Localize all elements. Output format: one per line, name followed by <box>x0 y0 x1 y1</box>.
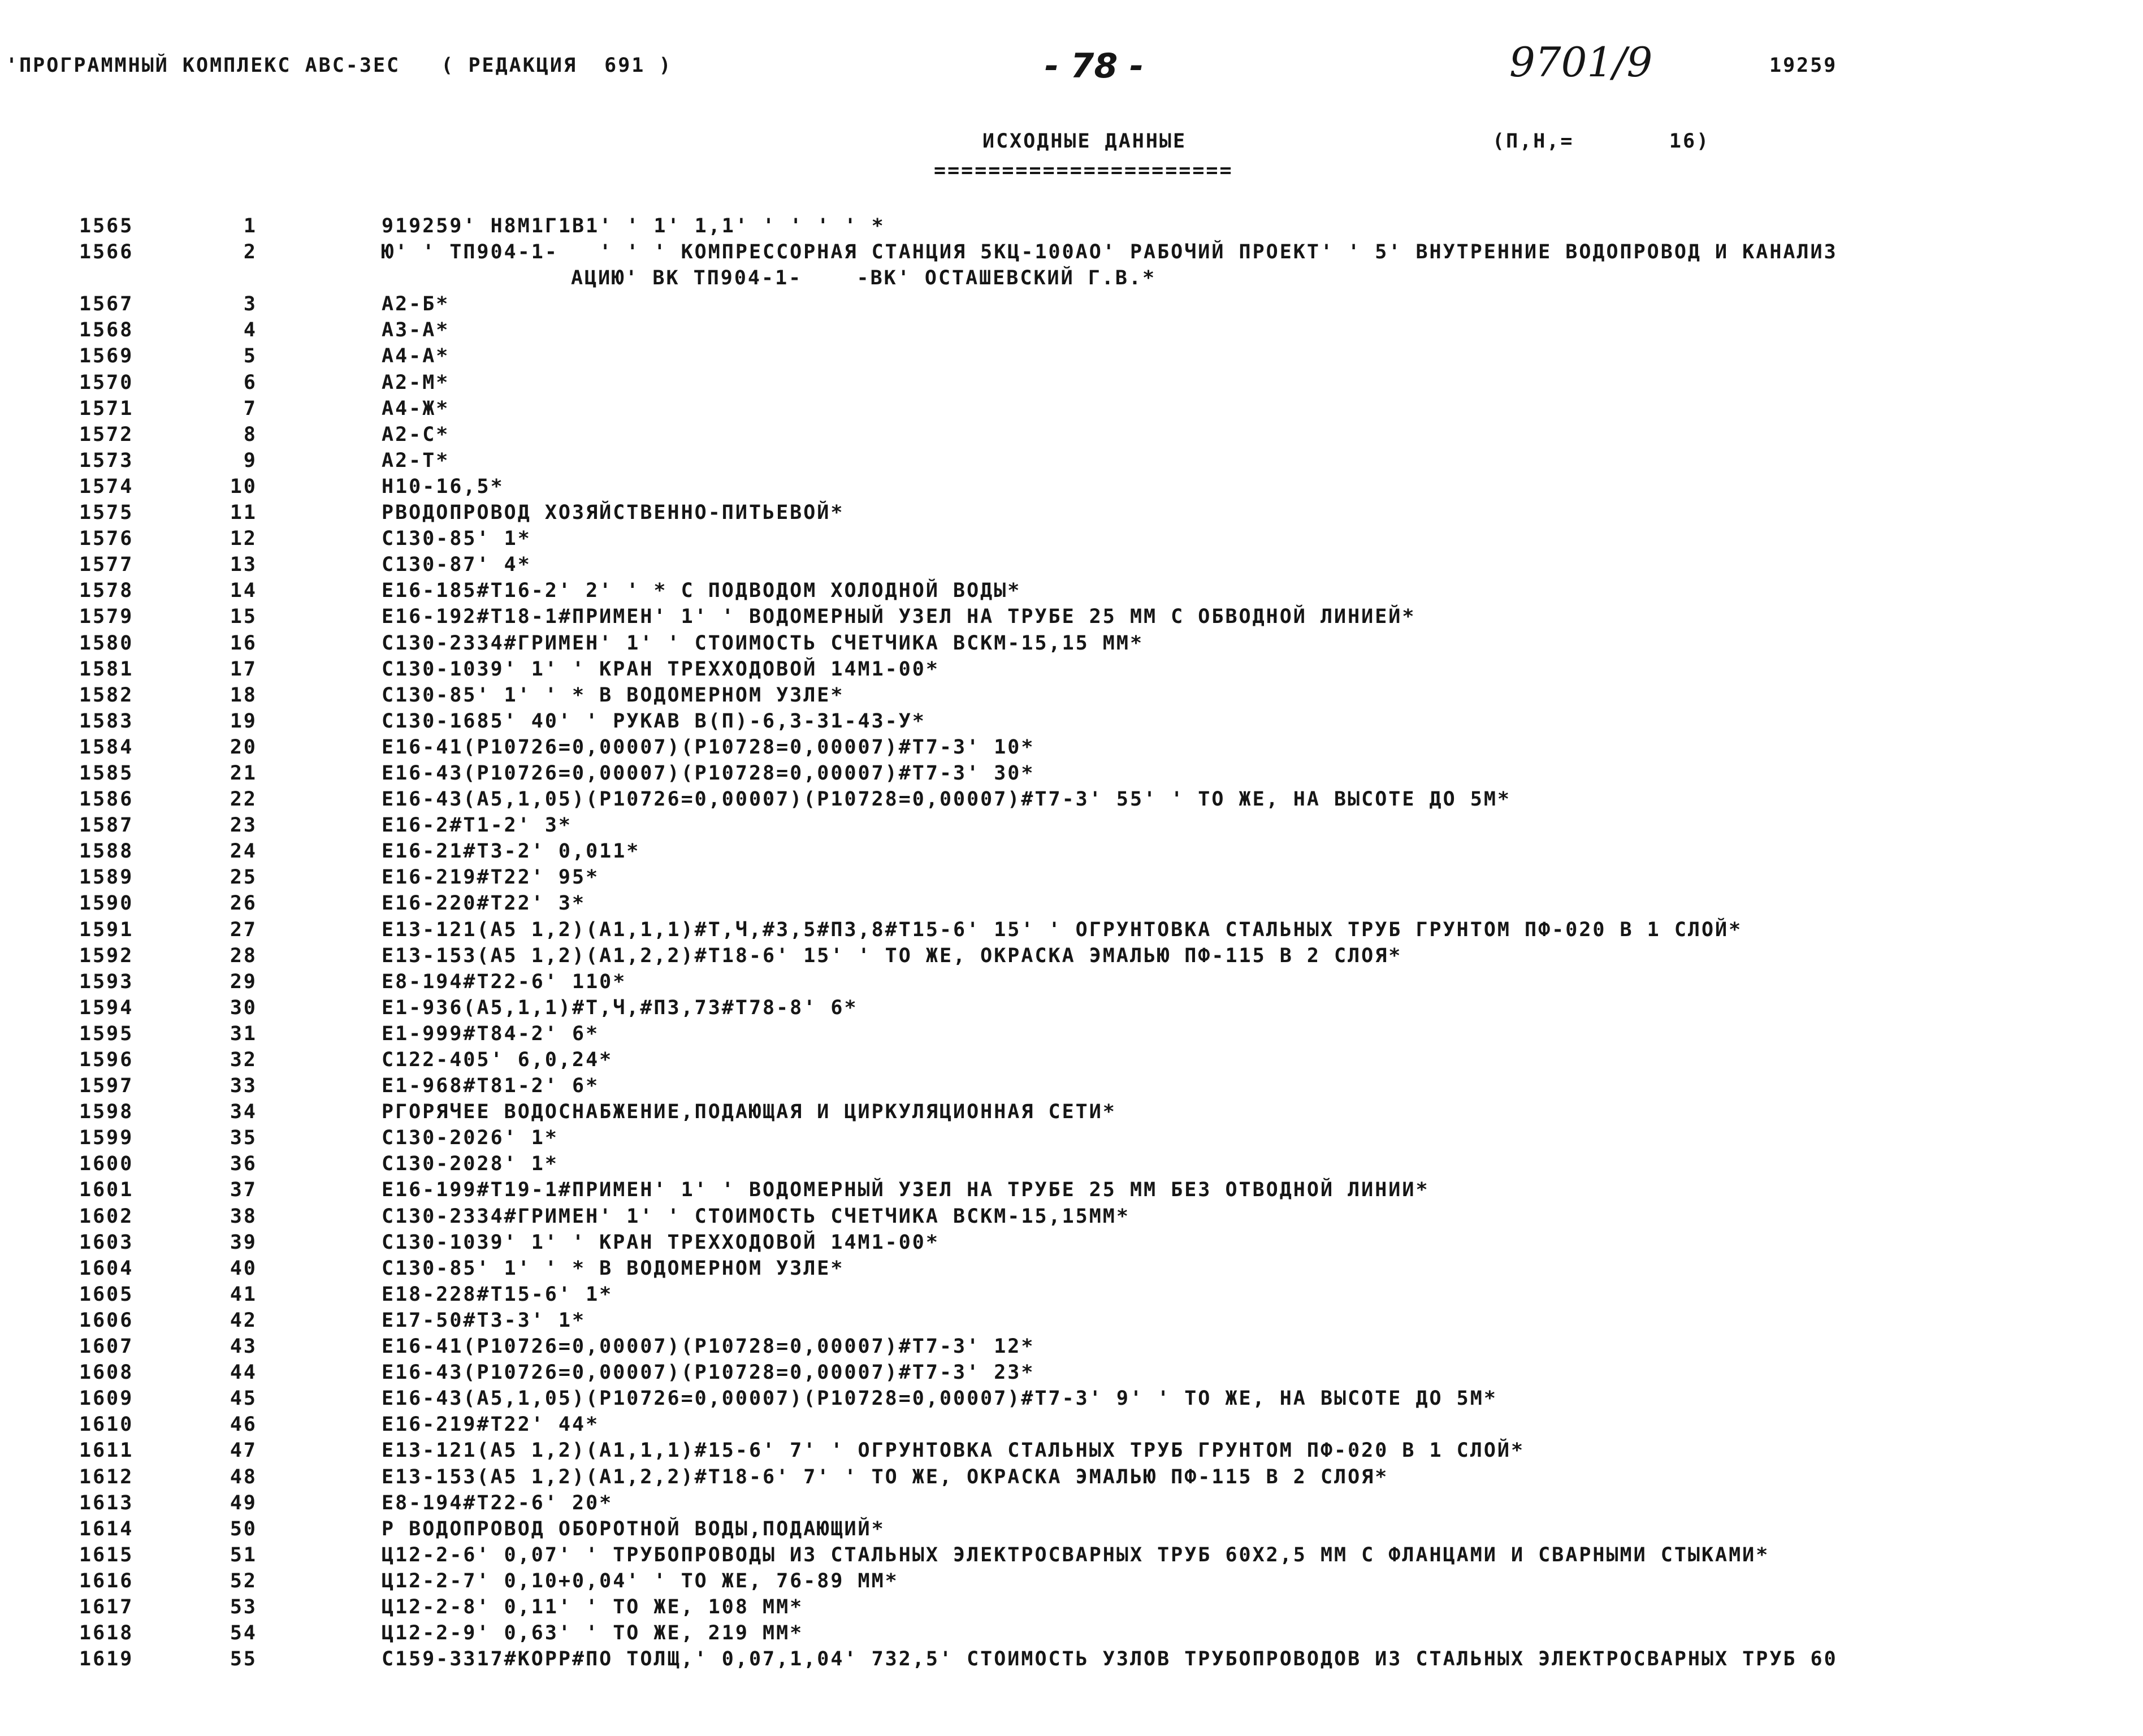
record-text: С130-85' 1' ' * В ВОДОМЕРНОМ УЗЛЕ* <box>382 1257 845 1280</box>
program-header: 'ПРОГРАММНЫЙ КОМПЛЕКС АВС-ЗЕС ( РЕДАКЦИЯ 691 ) <box>6 54 673 77</box>
sequence-number: 1576 <box>79 527 134 551</box>
sequence-number: 1601 <box>79 1179 134 1202</box>
record-index: 16 <box>230 631 257 655</box>
sequence-number: 1600 <box>79 1153 134 1176</box>
section-title: ИСХОДНЫЕ ДАННЫЕ <box>982 130 1187 153</box>
record-text: Е16-21#Т3-2' 0,011* <box>382 840 640 863</box>
sequence-number: 1608 <box>79 1361 134 1384</box>
sequence-number: 1606 <box>79 1309 134 1332</box>
sequence-number: 1587 <box>79 814 134 837</box>
record-index: 34 <box>230 1101 257 1124</box>
sequence-number: 1619 <box>79 1648 134 1671</box>
sequence-number: 1614 <box>79 1517 134 1540</box>
record-text: С130-1685' 40' ' РУКАВ В(П)-6,3-31-43-У* <box>382 709 926 733</box>
record-text: Е13-121(А5 1,2)(А1,1,1)#Т,Ч,#3,5#П3,8#Т15-6' 15' ' ОГРУНТОВКА СТАЛЬНЫХ ТРУБ ГРУНТОМ ПФ-020 В 1 СЛОЙ* <box>382 918 1743 941</box>
record-text: 919259' Н8М1Г1В1' ' 1' 1,1' ' ' ' ' * <box>382 215 885 237</box>
record-index: 54 <box>230 1622 257 1645</box>
record-index: 50 <box>230 1517 257 1540</box>
sequence-number: 1571 <box>79 397 134 420</box>
record-index: 48 <box>230 1465 257 1488</box>
record-text: С130-2028' 1* <box>382 1153 559 1176</box>
record-index: 12 <box>230 527 257 551</box>
record-index: 37 <box>230 1179 257 1202</box>
record-index: 19 <box>230 709 257 733</box>
record-text: А3-А* <box>382 319 450 342</box>
record-index: 46 <box>230 1413 257 1436</box>
record-text: А2-Б* <box>382 293 450 316</box>
record-index: 49 <box>230 1491 257 1514</box>
record-index: 41 <box>230 1283 257 1306</box>
sequence-number: 1607 <box>79 1335 134 1358</box>
record-index: 30 <box>230 996 257 1019</box>
record-index: 31 <box>230 1022 257 1045</box>
sequence-number: 1579 <box>79 605 134 629</box>
record-index: 51 <box>230 1543 257 1566</box>
record-text: Е8-194#Т22-6' 110* <box>382 970 627 993</box>
record-text: Е17-50#Т3-3' 1* <box>382 1309 586 1332</box>
record-index: 44 <box>230 1361 257 1384</box>
record-index: 13 <box>230 553 257 577</box>
record-text: Р ВОДОПРОВОД ОБОРОТНОЙ ВОДЫ,ПОДАЮЩИЙ* <box>382 1517 885 1540</box>
section-params: (П,Н,= 16) <box>1492 130 1711 153</box>
record-text: Е16-220#Т22' 3* <box>382 892 586 915</box>
record-text: Ц12-2-6' 0,07' ' ТРУБОПРОВОДЫ ИЗ СТАЛЬНЫХ ЭЛЕКТРОСВАРНЫХ ТРУБ 60Х2,5 ММ С ФЛАНЦАМИ И СВАРНЫМИ СТЫКАМИ* <box>382 1543 1770 1566</box>
record-text: А2-М* <box>382 371 450 394</box>
sequence-number: 1605 <box>79 1283 134 1306</box>
record-index: 28 <box>230 944 257 967</box>
sequence-number: 1588 <box>79 840 134 863</box>
record-text: Е1-968#Т81-2' 6* <box>382 1075 600 1098</box>
record-text: Е16-43(А5,1,05)(Р10726=0,00007)(Р10728=0,00007)#Т7-3' 9' ' ТО ЖЕ, НА ВЫСОТЕ ДО 5М* <box>382 1387 1497 1410</box>
record-index: 29 <box>230 970 257 993</box>
record-text: Е16-2#Т1-2' 3* <box>382 814 573 837</box>
record-text: Е1-936(А5,1,1)#Т,Ч,#П3,73#Т78-8' 6* <box>382 996 858 1019</box>
record-index: 15 <box>230 605 257 629</box>
record-text: А2-Т* <box>382 449 450 472</box>
sequence-number: 1602 <box>79 1205 134 1228</box>
sequence-number: 1617 <box>79 1595 134 1618</box>
record-text: А2-С* <box>382 423 450 446</box>
sequence-number: 1575 <box>79 501 134 525</box>
record-text: Е16-43(Р10726=0,00007)(Р10728=0,00007)#Т7-3' 23* <box>382 1361 1035 1384</box>
record-text: Е16-219#Т22' 95* <box>382 866 600 889</box>
record-text: С130-2334#ГРИМЕН' 1' ' СТОИМОСТЬ СЧЕТЧИКА ВСКМ-15,15ММ* <box>382 1205 1130 1228</box>
sequence-number: 1596 <box>79 1049 134 1071</box>
record-index: 10 <box>230 475 257 498</box>
sequence-number: 1616 <box>79 1569 134 1592</box>
record-index: 32 <box>230 1049 257 1071</box>
record-index: 18 <box>230 683 257 707</box>
sequence-number: 1592 <box>79 944 134 967</box>
record-index: 55 <box>230 1648 257 1671</box>
record-text: С159-3317#КОРР#ПО ТОЛЩ,' 0,07,1,04' 732,5' СТОИМОСТЬ УЗЛОВ ТРУБОПРОВОДОВ ИЗ СТАЛЬНЫХ ЭЛЕКТРОСВАРНЫХ ТРУБ 60 <box>382 1648 1838 1671</box>
sequence-number: 1584 <box>79 735 134 759</box>
record-text: Е16-199#Т19-1#ПРИМЕН' 1' ' ВОДОМЕРНЫЙ УЗЕЛ НА ТРУБЕ 25 ММ БЕЗ ОТВОДНОЙ ЛИНИИ* <box>382 1179 1430 1202</box>
record-text: Е8-194#Т22-6' 20* <box>382 1491 613 1514</box>
sequence-number: 1574 <box>79 475 134 498</box>
record-index: 27 <box>230 918 257 941</box>
sequence-number: 1595 <box>79 1022 134 1045</box>
record-index: 36 <box>230 1153 257 1176</box>
record-text: А4-А* <box>382 345 450 368</box>
sequence-number: 1569 <box>79 345 134 368</box>
sequence-number: 1578 <box>79 579 134 603</box>
record-text: Е16-43(А5,1,05)(Р10726=0,00007)(Р10728=0,00007)#Т7-3' 55' ' ТО ЖЕ, НА ВЫСОТЕ ДО 5М* <box>382 788 1511 811</box>
sequence-number: 1610 <box>79 1413 134 1436</box>
record-index: 11 <box>230 501 257 525</box>
record-text: Ю' ' ТП904-1- ' ' ' КОМПРЕССОРНАЯ СТАНЦИЯ 5КЦ-100АО' РАБОЧИЙ ПРОЕКТ' ' 5' ВНУТРЕННИЕ ВОДОПРОВОД И КАНАЛИЗ <box>382 241 1838 264</box>
record-index: 40 <box>230 1257 257 1280</box>
record-index: 1 <box>243 215 257 237</box>
sequence-number: 1568 <box>79 319 134 342</box>
record-index: 23 <box>230 814 257 837</box>
record-index: 43 <box>230 1335 257 1358</box>
document-number: 9701/9 <box>1509 38 1653 86</box>
record-index: 14 <box>230 579 257 603</box>
record-index: 26 <box>230 892 257 915</box>
sequence-number: 1612 <box>79 1465 134 1488</box>
sequence-number: 1581 <box>79 657 134 681</box>
record-text: С130-1039' 1' ' КРАН ТРЕХХОДОВОЙ 14М1-00* <box>382 657 940 681</box>
record-index: 52 <box>230 1569 257 1592</box>
record-index: 24 <box>230 840 257 863</box>
record-text: С130-85' 1* <box>382 527 531 551</box>
record-text: С130-1039' 1' ' КРАН ТРЕХХОДОВОЙ 14М1-00* <box>382 1231 940 1254</box>
record-text: Ц12-2-9' 0,63' ' ТО ЖЕ, 219 ММ* <box>382 1622 804 1645</box>
sequence-number: 1603 <box>79 1231 134 1254</box>
sequence-number: 1618 <box>79 1622 134 1645</box>
sequence-number: 1567 <box>79 293 134 316</box>
sequence-number: 1572 <box>79 423 134 446</box>
sequence-number: 1613 <box>79 1491 134 1514</box>
sequence-number: 1597 <box>79 1075 134 1098</box>
record-index: 4 <box>243 319 257 342</box>
record-index: 25 <box>230 866 257 889</box>
record-index: 45 <box>230 1387 257 1410</box>
record-text: Ц12-2-8' 0,11' ' ТО ЖЕ, 108 ММ* <box>382 1595 804 1618</box>
record-text: Е1-999#Т84-2' 6* <box>382 1022 600 1045</box>
record-index: 33 <box>230 1075 257 1098</box>
record-index: 2 <box>243 241 257 264</box>
record-index: 17 <box>230 657 257 681</box>
sequence-number: 1591 <box>79 918 134 941</box>
record-text: С130-85' 1' ' * В ВОДОМЕРНОМ УЗЛЕ* <box>382 683 845 707</box>
sequence-number: 1609 <box>79 1387 134 1410</box>
record-index: 53 <box>230 1595 257 1618</box>
record-text: С122-405' 6,0,24* <box>382 1049 613 1071</box>
record-text: Е16-41(Р10726=0,00007)(Р10728=0,00007)#Т7-3' 12* <box>382 1335 1035 1358</box>
record-text: Е13-121(А5 1,2)(А1,1,1)#15-6' 7' ' ОГРУНТОВКА СТАЛЬНЫХ ТРУБ ГРУНТОМ ПФ-020 В 1 СЛОЙ* <box>382 1439 1525 1462</box>
record-index: 5 <box>243 345 257 368</box>
record-text: Н10-16,5* <box>382 475 504 498</box>
record-text: Е13-153(А5 1,2)(А1,2,2)#Т18-6' 7' ' ТО ЖЕ, ОКРАСКА ЭМАЛЬЮ ПФ-115 В 2 СЛОЯ* <box>382 1465 1389 1488</box>
sequence-number: 1598 <box>79 1101 134 1124</box>
record-text: РГОРЯЧЕЕ ВОДОСНАБЖЕНИЕ,ПОДАЮЩАЯ И ЦИРКУЛЯЦИОННАЯ СЕТИ* <box>382 1101 1116 1124</box>
record-text: РВОДОПРОВОД ХОЗЯЙСТВЕННО-ПИТЬЕВОЙ* <box>382 501 845 525</box>
record-index: 39 <box>230 1231 257 1254</box>
record-text: А4-Ж* <box>382 397 450 420</box>
sequence-number: 1594 <box>79 996 134 1019</box>
sequence-number: 1566 <box>79 241 134 264</box>
record-text: Е13-153(А5 1,2)(А1,2,2)#Т18-6' 15' ' ТО ЖЕ, ОКРАСКА ЭМАЛЬЮ ПФ-115 В 2 СЛОЯ* <box>382 944 1402 967</box>
record-text: С130-87' 4* <box>382 553 531 577</box>
record-index: 42 <box>230 1309 257 1332</box>
record-index: 20 <box>230 735 257 759</box>
record-text: Е16-219#Т22' 44* <box>382 1413 600 1436</box>
record-index: 7 <box>243 397 257 420</box>
record-text: Е16-43(Р10726=0,00007)(Р10728=0,00007)#Т7-3' 30* <box>382 761 1035 785</box>
document-code: 19259 <box>1769 54 1838 77</box>
record-index: 22 <box>230 788 257 811</box>
record-index: 21 <box>230 761 257 785</box>
record-index: 3 <box>243 293 257 316</box>
record-index: 9 <box>243 449 257 472</box>
sequence-number: 1585 <box>79 761 134 785</box>
sequence-number: 1615 <box>79 1543 134 1566</box>
sequence-number: 1586 <box>79 788 134 811</box>
page-mark: - 78 - <box>1045 46 1144 86</box>
sequence-number: 1577 <box>79 553 134 577</box>
record-text: С130-2026' 1* <box>382 1127 559 1150</box>
record-index: 47 <box>230 1439 257 1462</box>
record-text: Е16-192#Т18-1#ПРИМЕН' 1' ' ВОДОМЕРНЫЙ УЗЕЛ НА ТРУБЕ 25 ММ С ОБВОДНОЙ ЛИНИЕЙ* <box>382 605 1416 629</box>
sequence-number: 1583 <box>79 709 134 733</box>
record-text: С130-2334#ГРИМЕН' 1' ' СТОИМОСТЬ СЧЕТЧИКА ВСКМ-15,15 ММ* <box>382 631 1144 655</box>
record-text: Е18-228#Т15-6' 1* <box>382 1283 613 1306</box>
sequence-number: 1599 <box>79 1127 134 1150</box>
sequence-number: 1590 <box>79 892 134 915</box>
sequence-number: 1604 <box>79 1257 134 1280</box>
record-index: 35 <box>230 1127 257 1150</box>
sequence-number: 1573 <box>79 449 134 472</box>
sequence-number: 1589 <box>79 866 134 889</box>
sequence-number: 1593 <box>79 970 134 993</box>
record-index: 8 <box>243 423 257 446</box>
record-text-continuation: АЦИЮ' ВК ТП904-1- -ВК' ОСТАШЕВСКИЙ Г.В.* <box>571 267 1157 290</box>
record-text: Е16-41(Р10726=0,00007)(Р10728=0,00007)#Т7-3' 10* <box>382 735 1035 759</box>
section-underline: ====================== <box>934 159 1233 182</box>
sequence-number: 1611 <box>79 1439 134 1462</box>
record-text: Е16-185#Т16-2' 2' ' * С ПОДВОДОМ ХОЛОДНОЙ ВОДЫ* <box>382 579 1021 603</box>
record-text: Ц12-2-7' 0,10+0,04' ' ТО ЖЕ, 76-89 ММ* <box>382 1569 899 1592</box>
record-index: 6 <box>243 371 257 394</box>
sequence-number: 1570 <box>79 371 134 394</box>
sequence-number: 1582 <box>79 683 134 707</box>
sequence-number: 1565 <box>79 215 134 237</box>
sequence-number: 1580 <box>79 631 134 655</box>
record-index: 38 <box>230 1205 257 1228</box>
